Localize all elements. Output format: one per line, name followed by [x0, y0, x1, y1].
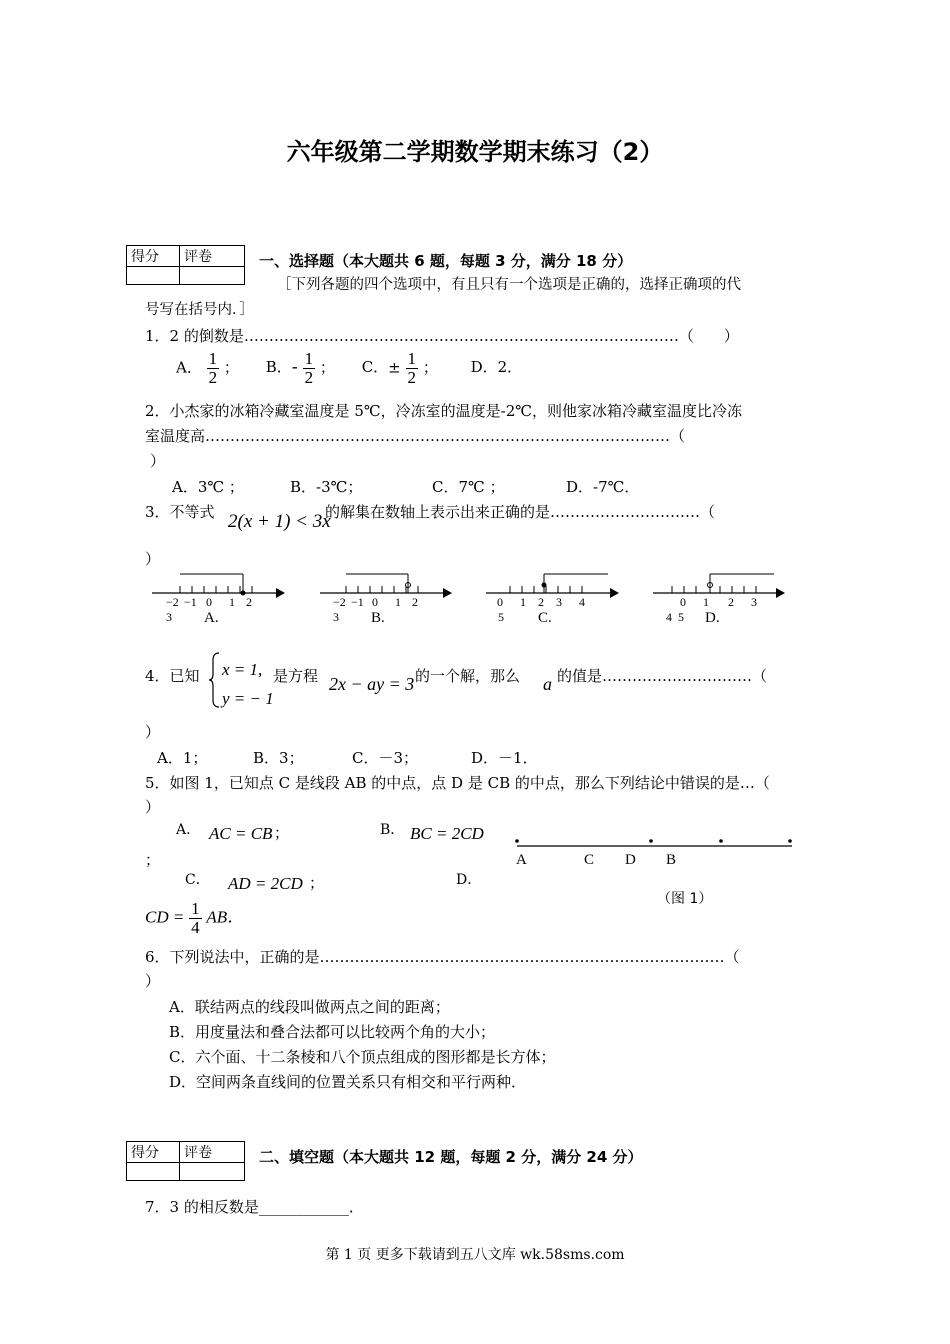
- q5-semicolon: ；: [145, 851, 161, 869]
- b-tick-2: 0: [372, 595, 378, 609]
- d-tick-0: 0: [680, 595, 686, 609]
- q5-opt-d-rhs: AB．: [206, 907, 245, 927]
- c-label: C.: [538, 610, 552, 626]
- q6-stem: 6．下列说法中，正确的是………………………………………………………………………（: [145, 948, 740, 966]
- q4-var: a: [543, 674, 552, 694]
- a-tick-2: 0: [206, 595, 212, 609]
- b-tick-4: 2: [412, 595, 418, 609]
- b-label: B.: [371, 610, 385, 626]
- number-line-c: [486, 574, 619, 626]
- q5-opt-d-num: 1: [191, 899, 200, 918]
- q5-opt-d-expr: [145, 900, 244, 937]
- c-tick-4: 4: [579, 595, 585, 609]
- a-label: A.: [204, 610, 219, 626]
- c-tick-0: 0: [497, 595, 503, 609]
- q4-opt-c: C．－3；: [352, 749, 419, 767]
- q5-opt-a-end: ；: [274, 824, 290, 842]
- q5-line-2: ）: [145, 798, 161, 816]
- grader-label: 评卷: [180, 1142, 245, 1163]
- q1-opt-a-num: 1: [208, 349, 218, 368]
- q1-opt-b-end: ；: [319, 358, 335, 377]
- q1-opt-b-sign: -: [291, 356, 298, 378]
- q5-figure-caption: （图 1）: [657, 891, 713, 907]
- q4-opt-a: A．1；: [157, 749, 208, 767]
- score-cell: [127, 1163, 180, 1181]
- c-tick-1: 1: [520, 595, 526, 609]
- q1-opt-c-den: 2: [407, 367, 417, 387]
- fig-point-b: B: [666, 852, 677, 868]
- a-tick-4: 2: [246, 595, 252, 609]
- q6-opt-c: C．六个面、十二条棱和八个顶点组成的图形都是长方体；: [169, 1048, 556, 1066]
- q4-sys-line-2: y = − 1: [222, 689, 274, 708]
- q5-opt-b-label: B．: [380, 822, 405, 838]
- q5-opt-c-expr: AD = 2CD: [228, 874, 303, 893]
- a-sub: 3: [166, 610, 172, 624]
- q3-inequality: 2(x + 1) < 3x: [228, 511, 331, 532]
- number-line-a: [152, 574, 285, 626]
- b-sub: 3: [333, 610, 339, 624]
- b-tick-0: −2: [333, 595, 346, 609]
- q2-line-1: 2．小杰家的冰箱冷藏室温度是 5℃，冷冻室的温度是-2℃，则他家冰箱冷藏室温度比冷冻: [145, 402, 743, 420]
- q5-opt-a-label: A．: [176, 822, 201, 838]
- q1-opt-c-sign: ±: [388, 358, 401, 377]
- q5-opt-d-fraction: [189, 900, 202, 937]
- q4-close: ）: [145, 723, 161, 741]
- q6-close: ）: [145, 972, 161, 990]
- q1-opt-c-num: 1: [407, 349, 417, 368]
- q2-opt-b: B．-3℃；: [290, 478, 363, 496]
- a-tick-1: −1: [184, 595, 197, 609]
- q5-opt-d-den: 4: [191, 917, 200, 937]
- score-label: 得分: [127, 1142, 180, 1163]
- q3-number-lines: [140, 566, 800, 632]
- q1-opt-c-label: C．: [361, 358, 389, 377]
- q1-opt-b-label: B．: [265, 358, 292, 377]
- q2-opt-c: C．7℃ ；: [432, 478, 505, 496]
- q5-opt-d-label: D．: [456, 872, 482, 888]
- q1-opt-d: D．2．: [470, 358, 523, 377]
- d-label: D.: [705, 610, 720, 626]
- q4-equation: 2x − ay = 3: [329, 674, 415, 694]
- q1-options: [176, 350, 522, 387]
- q3-close: ）: [145, 550, 161, 568]
- score-label: 得分: [127, 246, 180, 267]
- q3-stem-a: 3．不等式: [145, 503, 215, 521]
- fig-point-a: A: [516, 852, 527, 868]
- score-box-2: [126, 1141, 245, 1181]
- q1-opt-c-fraction: [406, 350, 419, 387]
- q5-opt-c-label: C．: [185, 872, 210, 888]
- q5-opt-c-end: ；: [309, 874, 325, 892]
- fig-point-d: D: [625, 852, 636, 868]
- section1-heading: 一、选择题（本大题共 6 题，每题 3 分，满分 18 分）: [259, 252, 633, 270]
- q6-opt-b: B．用度量法和叠合法都可以比较两个角的大小；: [169, 1023, 496, 1041]
- q4-opt-b: B．3；: [253, 749, 304, 767]
- c-sub: 5: [498, 610, 504, 624]
- q1-opt-b-fraction: [303, 350, 316, 387]
- d-sub: 4 5: [666, 610, 684, 624]
- score-cell: [127, 267, 180, 285]
- c-tick-2: 2: [538, 595, 544, 609]
- fig-point-c: C: [584, 852, 595, 868]
- q5-opt-b-expr: BC = 2CD: [410, 824, 484, 843]
- page-footer: 第 1 页 更多下载请到五八文库 wk.58sms.com: [325, 1247, 625, 1263]
- q5-figure-segment: [510, 832, 805, 872]
- section1-instruction-2: 号写在括号内．］: [145, 302, 254, 318]
- a-tick-3: 1: [229, 595, 235, 609]
- grader-cell: [180, 267, 245, 285]
- q4-stem-c: 的一个解，那么: [415, 667, 521, 685]
- q6-opt-d: D．空间两条直线间的位置关系只有相交和平行两种．: [169, 1073, 527, 1091]
- b-tick-1: −1: [351, 595, 364, 609]
- q1-opt-a-fraction: [207, 350, 220, 387]
- q3-stem-b: 的解集在数轴上表示出来正确的是…………………………（: [325, 503, 716, 521]
- d-tick-3: 3: [751, 595, 757, 609]
- q4-stem-d: 的值是…………………………（: [557, 667, 768, 685]
- grader-cell: [180, 1163, 245, 1181]
- q1-opt-a-label: A．: [176, 358, 202, 377]
- a-tick-0: −2: [166, 595, 179, 609]
- section2-heading: 二、填空题（本大题共 12 题，每题 2 分，满分 24 分）: [259, 1148, 643, 1166]
- number-line-b: [320, 574, 452, 626]
- q1-opt-a-end: ；: [223, 358, 239, 377]
- score-box-1: [126, 245, 245, 285]
- q4-opt-d: D．－1．: [471, 749, 538, 767]
- number-line-d: [653, 574, 785, 626]
- q1-opt-b-num: 1: [304, 349, 314, 368]
- grader-label: 评卷: [180, 246, 245, 267]
- q7-stem: 7．3 的相反数是____________．: [145, 1198, 364, 1216]
- q1-stem: 1．2 的倒数是……………………………………………………………………………（ ）: [145, 327, 739, 345]
- q6-opt-a: A．联结两点的线段叫做两点之间的距离；: [169, 998, 450, 1016]
- section1-instruction-1: ［下列各题的四个选项中，有且只有一个选项是正确的，选择正确项的代: [277, 277, 741, 293]
- q4-sys-line-1: x = 1,: [222, 660, 263, 679]
- q4-brace: [207, 650, 221, 710]
- q5-opt-a-expr: AC = CB: [209, 824, 273, 843]
- q5-line-1: 5．如图 1，已知点 C 是线段 AB 的中点，点 D 是 CB 的中点，那么下列结论中错误的是…（: [145, 774, 770, 792]
- d-tick-1: 1: [703, 595, 709, 609]
- q5-opt-d-lhs: CD =: [145, 907, 185, 927]
- b-tick-3: 1: [395, 595, 401, 609]
- page-title: 六年级第二学期数学期末练习（2）: [286, 138, 664, 166]
- q1-opt-b-den: 2: [304, 367, 314, 387]
- d-tick-2: 2: [728, 595, 734, 609]
- q2-line-3: ）: [150, 452, 166, 470]
- c-tick-3: 3: [556, 595, 562, 609]
- q4-stem-b: 是方程: [273, 667, 319, 685]
- q2-opt-d: D．-7℃．: [566, 478, 640, 496]
- q2-opt-a: A．3℃ ；: [172, 478, 244, 496]
- q1-opt-a-den: 2: [208, 367, 218, 387]
- q1-opt-c-end: ；: [422, 358, 438, 377]
- q2-line-2: 室温度高…………………………………………………………………………………（: [145, 427, 686, 445]
- q4-stem-a: 4．已知: [145, 667, 200, 685]
